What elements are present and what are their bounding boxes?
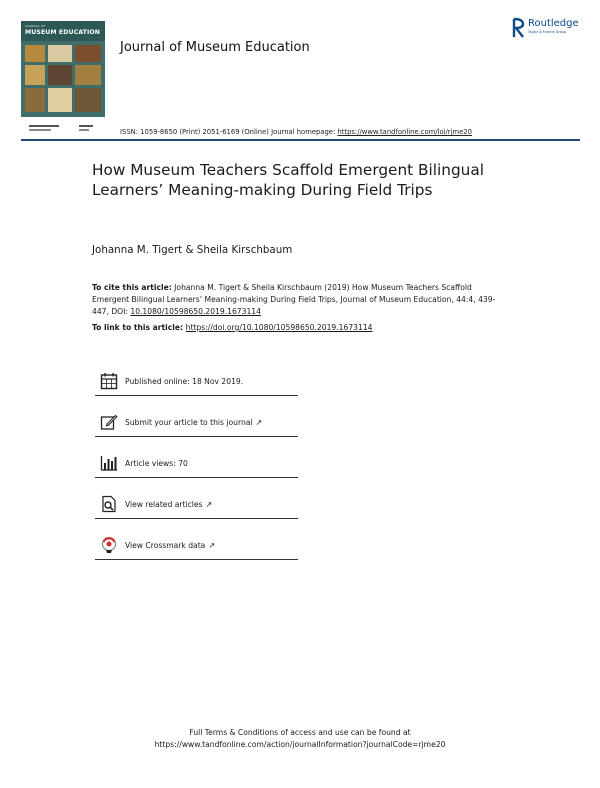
submit-article-label[interactable]: Submit your article to this journal bbox=[125, 417, 253, 427]
related-articles-label[interactable]: View related articles bbox=[125, 499, 203, 509]
article-title: How Museum Teachers Scaffold Emergent Bilingual Learners’ Meaning-making During Field Trips bbox=[92, 161, 484, 199]
cite-text: Johanna M. Tigert & Sheila Kirschbaum (2019) How Museum Teachers Scaffold Emergent Bilingual Learners’ Meaning-making During Field Trips, Journal of Museum Education, 44:4, 439-447, DOI: bbox=[92, 283, 496, 316]
journal-cover-image bbox=[21, 21, 105, 117]
issn-text: ISSN: 1059-8650 (Print) 2051-6169 (Online) Journal homepage: bbox=[120, 128, 338, 136]
cover-artwork-tile bbox=[75, 65, 101, 85]
article-views-row bbox=[95, 449, 298, 478]
external-link-icon: ↗ bbox=[205, 499, 213, 509]
header-divider bbox=[21, 139, 580, 141]
related-articles-icon bbox=[99, 494, 119, 514]
cover-artwork-tile bbox=[25, 65, 45, 85]
calendar-icon bbox=[99, 371, 119, 391]
journal-title: Journal of Museum Education bbox=[120, 40, 310, 55]
cover-small-title: JOURNAL OF bbox=[25, 24, 46, 28]
related-articles-link[interactable] bbox=[125, 500, 212, 509]
doi-link[interactable]: 10.1080/10598650.2019.1673114 bbox=[130, 307, 261, 316]
issn-line bbox=[120, 128, 472, 136]
article-authors: Johanna M. Tigert & Sheila Kirschbaum bbox=[92, 244, 293, 256]
cover-publisher-logos bbox=[21, 122, 105, 134]
published-online-row bbox=[95, 367, 298, 396]
bar-chart-icon bbox=[99, 453, 119, 473]
crossmark-icon bbox=[99, 535, 119, 555]
cover-artwork-tile bbox=[48, 88, 72, 112]
terms-footer-line: Full Terms & Conditions of access and use can be found at bbox=[189, 728, 411, 737]
publisher-subtitle: Taylor & Francis Group bbox=[528, 30, 567, 34]
cover-artwork-tile bbox=[48, 45, 72, 62]
cover-title: MUSEUM EDUCATION bbox=[25, 29, 100, 36]
article-views-text: Article views: 70 bbox=[125, 458, 188, 468]
article-link-block bbox=[92, 323, 372, 332]
routledge-logo bbox=[512, 17, 582, 39]
edit-icon bbox=[99, 412, 119, 432]
submit-article-row[interactable] bbox=[95, 408, 298, 437]
journal-homepage-link[interactable]: https://www.tandfonline.com/loi/rjme20 bbox=[337, 128, 472, 136]
related-articles-row[interactable] bbox=[95, 490, 298, 519]
article-doi-url[interactable]: https://doi.org/10.1080/10598650.2019.1673114 bbox=[185, 323, 373, 332]
citation-block bbox=[92, 282, 502, 318]
routledge-logo-icon bbox=[512, 17, 526, 39]
external-link-icon: ↗ bbox=[208, 540, 216, 550]
cover-artwork-tile bbox=[25, 45, 45, 62]
cover-artwork-tile bbox=[75, 88, 101, 112]
cite-label: To cite this article: bbox=[92, 283, 172, 292]
external-link-icon: ↗ bbox=[255, 417, 263, 427]
published-online-text: Published online: 18 Nov 2019. bbox=[125, 376, 244, 386]
publisher-name: Routledge bbox=[528, 18, 579, 29]
crossmark-row[interactable] bbox=[95, 531, 298, 560]
cover-artwork-tile bbox=[48, 65, 72, 85]
cover-header-band bbox=[21, 21, 105, 41]
journal-information-link[interactable]: https://www.tandfonline.com/action/journalInformation?journalCode=rjme20 bbox=[154, 740, 446, 749]
cover-artwork-tile bbox=[25, 88, 45, 112]
crossmark-link[interactable] bbox=[125, 541, 215, 550]
terms-footer bbox=[100, 727, 500, 751]
submit-article-link[interactable] bbox=[125, 418, 262, 427]
link-label: To link to this article: bbox=[92, 323, 186, 332]
cover-artwork-tile bbox=[75, 45, 101, 62]
crossmark-label[interactable]: View Crossmark data bbox=[125, 540, 206, 550]
